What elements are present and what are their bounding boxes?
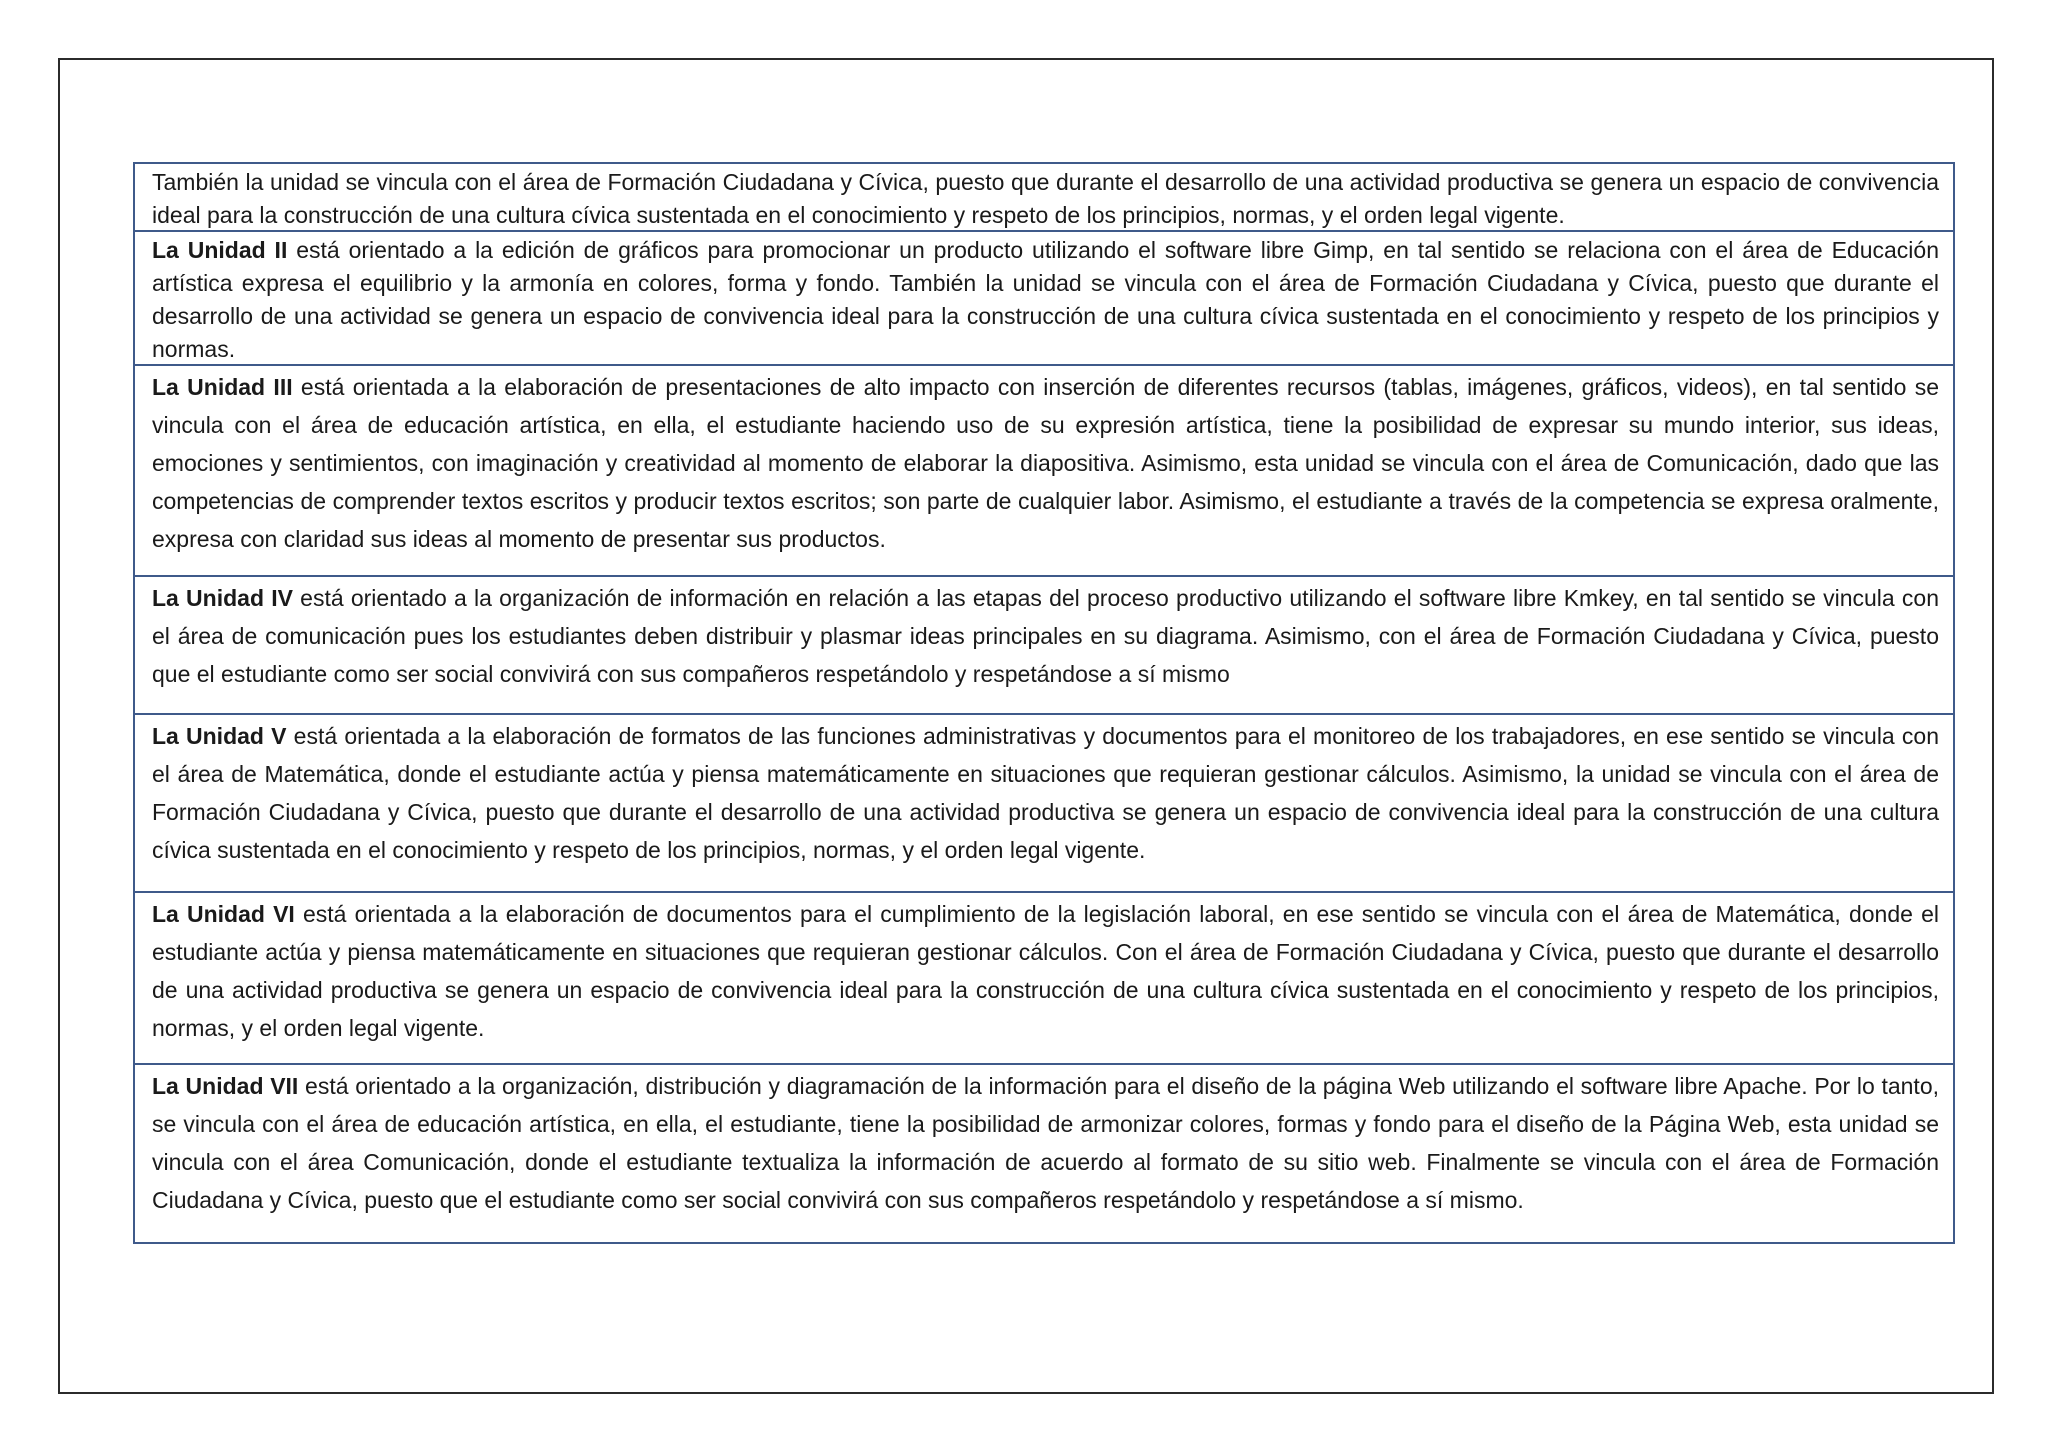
unit-name: La Unidad VI [152, 901, 295, 927]
units-table [133, 162, 1955, 1244]
table-row [135, 575, 1953, 713]
unit-name: La Unidad V [152, 723, 287, 749]
row-paragraph [152, 166, 1939, 230]
table-row [135, 1063, 1953, 1242]
unit-name: La Unidad VII [152, 1073, 299, 1099]
table-row [135, 230, 1953, 364]
unit-name: La Unidad II [152, 237, 288, 263]
unit-text: está orientado a la organización, distribución y diagramación de la información para el diseño de la página Web utilizando el software libre Apache. Por lo tanto, se vincula con el área de educación artística, en ella, el estudiante, tiene la posibilidad de armonizar colores, formas y fondo para el diseño de la Página Web, esta unidad se vincula con el área Comunicación, donde el estudiante textualiza la información de acuerdo al formato de su sitio web. Finalmente se vincula con el área de Formación Ciudadana y Cívica, puesto que el estudiante como ser social convivirá con sus compañeros respetándolo y respetándose a sí mismo. [152, 1073, 1939, 1213]
unit-name: La Unidad III [152, 374, 293, 400]
table-row [135, 164, 1953, 230]
unit-text: está orientada a la elaboración de presentaciones de alto impacto con inserción de diferentes recursos (tablas, imágenes, gráficos, videos), en tal sentido se vincula con el área de educación artística, en ella, el estudiante haciendo uso de su expresión artística, tiene la posibilidad de expresar su mundo interior, sus ideas, emociones y sentimientos, con imaginación y creatividad al momento de elaborar la diapositiva. Asimismo, esta unidad se vincula con el área de Comunicación, dado que las competencias de comprender textos escritos y producir textos escritos; son parte de cualquier labor. Asimismo, el estudiante a través de la competencia se expresa oralmente, expresa con claridad sus ideas al momento de presentar sus productos. [152, 374, 1939, 552]
row-paragraph [152, 368, 1939, 558]
table-row [135, 713, 1953, 891]
row-paragraph [152, 717, 1939, 869]
unit-text: está orientada a la elaboración de formatos de las funciones administrativas y documentos para el monitoreo de los trabajadores, en ese sentido se vincula con el área de Matemática, donde el estudiante actúa y piensa matemáticamente en situaciones que requieran gestionar cálculos. Asimismo, la unidad se vincula con el área de Formación Ciudadana y Cívica, puesto que durante el desarrollo de una actividad productiva se genera un espacio de convivencia ideal para la construcción de una cultura cívica sustentada en el conocimiento y respeto de los principios, normas, y el orden legal vigente. [152, 723, 1939, 863]
unit-text: está orientado a la edición de gráficos para promocionar un producto utilizando el software libre Gimp, en tal sentido se relaciona con el área de Educación artística expresa el equilibrio y la armonía en colores, forma y fondo. También la unidad se vincula con el área de Formación Ciudadana y Cívica, puesto que durante el desarrollo de una actividad se genera un espacio de convivencia ideal para la construcción de una cultura cívica sustentada en el conocimiento y respeto de los principios y normas. [152, 237, 1939, 362]
unit-text: está orientada a la elaboración de documentos para el cumplimiento de la legislación laboral, en ese sentido se vincula con el área de Matemática, donde el estudiante actúa y piensa matemáticamente en situaciones que requieran gestionar cálculos. Con el área de Formación Ciudadana y Cívica, puesto que durante el desarrollo de una actividad productiva se genera un espacio de convivencia ideal para la construcción de una cultura cívica sustentada en el conocimiento y respeto de los principios, normas, y el orden legal vigente. [152, 901, 1939, 1041]
table-row [135, 364, 1953, 575]
row-paragraph [152, 579, 1939, 693]
row-paragraph [152, 1067, 1939, 1219]
unit-text: También la unidad se vincula con el área de Formación Ciudadana y Cívica, puesto que durante el desarrollo de una actividad productiva se genera un espacio de convivencia ideal para la construcción de una cultura cívica sustentada en el conocimiento y respeto de los principios, normas, y el orden legal vigente. [152, 169, 1939, 228]
unit-text: está orientado a la organización de información en relación a las etapas del proceso productivo utilizando el software libre Kmkey, en tal sentido se vincula con el área de comunicación pues los estudiantes deben distribuir y plasmar ideas principales en su diagrama. Asimismo, con el área de Formación Ciudadana y Cívica, puesto que el estudiante como ser social convivirá con sus compañeros respetándolo y respetándose a sí mismo [152, 585, 1939, 687]
row-paragraph [152, 234, 1939, 364]
row-paragraph [152, 895, 1939, 1047]
table-row [135, 891, 1953, 1063]
unit-name: La Unidad IV [152, 585, 293, 611]
